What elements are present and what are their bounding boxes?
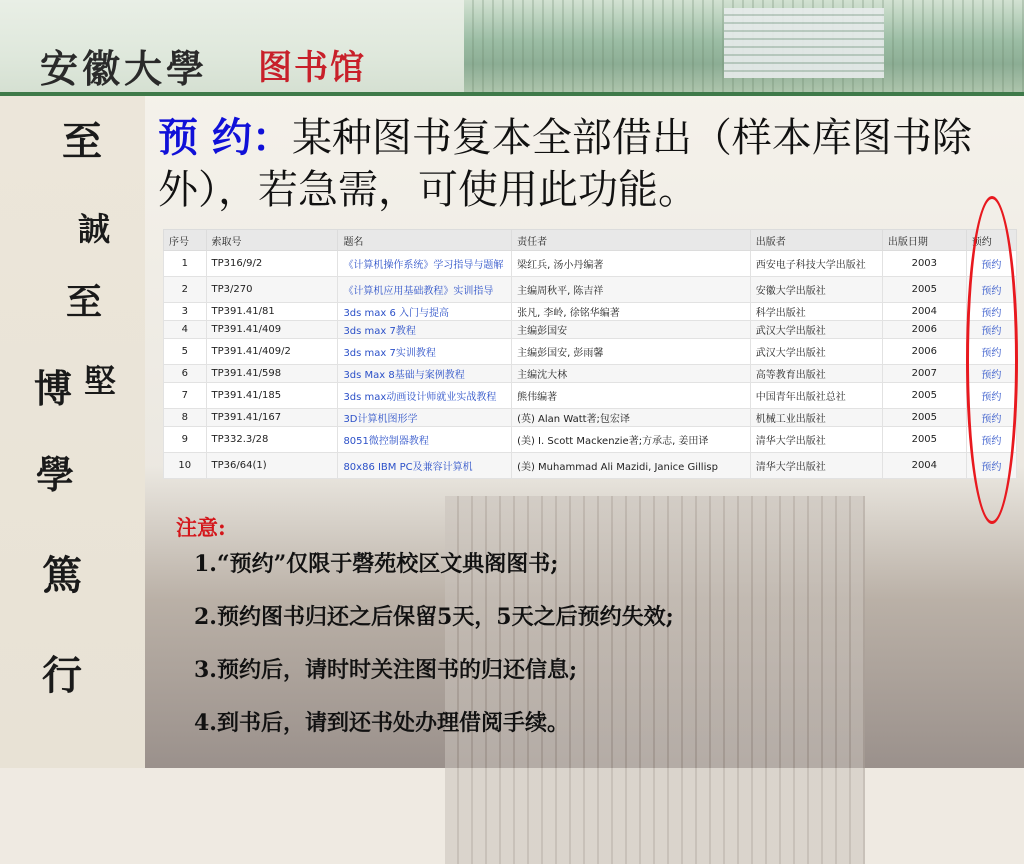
cell-publisher: 清华大学出版社: [750, 427, 882, 453]
cell-no: 1: [164, 251, 207, 277]
reserve-link[interactable]: 预约: [966, 251, 1016, 277]
reservation-table: [163, 229, 1017, 479]
cell-year: 2006: [882, 321, 966, 339]
table-row: [164, 303, 1017, 321]
cell-author: 主编彭国安, 彭雨馨: [512, 339, 751, 365]
cell-publisher: 安徽大学出版社: [750, 277, 882, 303]
notes-section: [176, 512, 674, 750]
header-title: 题名: [338, 230, 512, 251]
cell-call-number: TP36/64(1): [206, 453, 338, 479]
motto-char-6: 學: [36, 452, 75, 497]
cell-title-link[interactable]: 3ds max 6 入门与提高: [338, 303, 512, 321]
motto-char-1: 至: [62, 118, 102, 165]
cell-title-link[interactable]: 《计算机操作系统》学习指导与题解: [338, 251, 512, 277]
cell-publisher: 西安电子科技大学出版社: [750, 251, 882, 277]
cell-title-link[interactable]: 3ds max 7实训教程: [338, 339, 512, 365]
cell-author: 主编彭国安: [512, 321, 751, 339]
cell-no: 2: [164, 277, 207, 303]
cell-call-number: TP3/270: [206, 277, 338, 303]
table-row: [164, 365, 1017, 383]
note-item-4: 4.到书后，请到还书处办理借阅手续。: [194, 710, 569, 736]
cell-publisher: 武汉大学出版社: [750, 339, 882, 365]
motto-char-3: 至: [66, 281, 103, 323]
table-row: [164, 321, 1017, 339]
note-item-1: 1.“预约”仅限于磬苑校区文典阁图书;: [194, 551, 559, 577]
cell-call-number: TP316/9/2: [206, 251, 338, 277]
reserve-link[interactable]: 预约: [966, 427, 1016, 453]
cell-year: 2004: [882, 303, 966, 321]
cell-author: 主编沈大林: [512, 365, 751, 383]
cell-no: 3: [164, 303, 207, 321]
cell-publisher: 武汉大学出版社: [750, 321, 882, 339]
cell-no: 5: [164, 339, 207, 365]
table-row: [164, 251, 1017, 277]
cell-no: 6: [164, 365, 207, 383]
cell-no: 4: [164, 321, 207, 339]
cell-author: (美) I. Scott Mackenzie著;方承志, 姜田译: [512, 427, 751, 453]
reserve-link[interactable]: 预约: [966, 383, 1016, 409]
highlight-oval: [966, 196, 1018, 524]
note-item-3: 3.预约后，请时时关注图书的归还信息;: [194, 657, 578, 683]
cell-call-number: TP332.3/28: [206, 427, 338, 453]
cell-year: 2005: [882, 427, 966, 453]
university-logo-text: 安徽大學: [40, 46, 209, 91]
cell-title-link[interactable]: 3ds max 7教程: [338, 321, 512, 339]
cell-no: 9: [164, 427, 207, 453]
cell-year: 2005: [882, 383, 966, 409]
cell-year: 2005: [882, 277, 966, 303]
notes-heading: 注意:: [176, 515, 226, 540]
table-row: [164, 427, 1017, 453]
cell-author: 主编周秋平, 陈吉祥: [512, 277, 751, 303]
table-row: [164, 383, 1017, 409]
cell-year: 2005: [882, 409, 966, 427]
reserve-link[interactable]: 预约: [966, 277, 1016, 303]
header-reserve: 预约: [966, 230, 1016, 251]
cell-no: 7: [164, 383, 207, 409]
cell-year: 2003: [882, 251, 966, 277]
motto-char-5: 博: [34, 366, 73, 411]
cell-author: (英) Alan Watt著;包宏译: [512, 409, 751, 427]
header-author: 责任者: [512, 230, 751, 251]
reserve-link[interactable]: 预约: [966, 339, 1016, 365]
cell-call-number: TP391.41/598: [206, 365, 338, 383]
cell-call-number: TP391.41/167: [206, 409, 338, 427]
cell-publisher: 机械工业出版社: [750, 409, 882, 427]
cell-publisher: 科学出版社: [750, 303, 882, 321]
reserve-link[interactable]: 预约: [966, 409, 1016, 427]
cell-title-link[interactable]: 8051微控制器教程: [338, 427, 512, 453]
banner-building-detail: [724, 8, 884, 78]
cell-title-link[interactable]: 《计算机应用基础教程》实训指导: [338, 277, 512, 303]
cell-no: 8: [164, 409, 207, 427]
table-row: [164, 453, 1017, 479]
library-logo-text: 图书馆: [258, 48, 366, 88]
cell-publisher: 清华大学出版社: [750, 453, 882, 479]
slide-title: [158, 112, 1008, 216]
cell-year: 2007: [882, 365, 966, 383]
cell-publisher: 中国青年出版社总社: [750, 383, 882, 409]
cell-title-link[interactable]: 3ds max动画设计师就业实战教程: [338, 383, 512, 409]
cell-title-link[interactable]: 3D计算机图形学: [338, 409, 512, 427]
note-item-2: 2.预约图书归还之后保留5天，5天之后预约失效;: [194, 604, 674, 630]
cell-author: (美) Muhammad Ali Mazidi, Janice Gillisp: [512, 453, 751, 479]
header-year: 出版日期: [882, 230, 966, 251]
cell-call-number: TP391.41/185: [206, 383, 338, 409]
reserve-link[interactable]: 预约: [966, 321, 1016, 339]
cell-author: 梁红兵, 汤小丹编著: [512, 251, 751, 277]
cell-author: 张凡, 李岭, 徐铭华编著: [512, 303, 751, 321]
cell-no: 10: [164, 453, 207, 479]
motto-char-8: 行: [42, 652, 82, 699]
table-row: [164, 409, 1017, 427]
cell-call-number: TP391.41/81: [206, 303, 338, 321]
header-call-number: 索取号: [206, 230, 338, 251]
cell-call-number: TP391.41/409: [206, 321, 338, 339]
cell-title-link[interactable]: 3ds Max 8基础与案例教程: [338, 365, 512, 383]
table-row: [164, 277, 1017, 303]
motto-char-7: 篤: [42, 552, 82, 599]
title-text: 某种图书复本全部借出（样本库图书除外），若急需，可使用此功能。: [158, 115, 972, 213]
cell-publisher: 高等教育出版社: [750, 365, 882, 383]
title-label: 预 约：: [158, 114, 292, 161]
cell-year: 2004: [882, 453, 966, 479]
motto-column: [0, 96, 145, 768]
table-header-row: [164, 230, 1017, 251]
cell-year: 2006: [882, 339, 966, 365]
motto-char-2: 誠: [78, 210, 111, 248]
reserve-link[interactable]: 预约: [966, 453, 1016, 479]
header-no: 序号: [164, 230, 207, 251]
cell-title-link[interactable]: 80x86 IBM PC及兼容计算机: [338, 453, 512, 479]
cell-author: 熊伟编著: [512, 383, 751, 409]
cell-call-number: TP391.41/409/2: [206, 339, 338, 365]
reserve-link[interactable]: 预约: [966, 365, 1016, 383]
header-banner: [0, 0, 1024, 92]
table-row: [164, 339, 1017, 365]
header-publisher: 出版者: [750, 230, 882, 251]
motto-char-4: 堅: [84, 362, 117, 400]
reserve-link[interactable]: 预约: [966, 303, 1016, 321]
